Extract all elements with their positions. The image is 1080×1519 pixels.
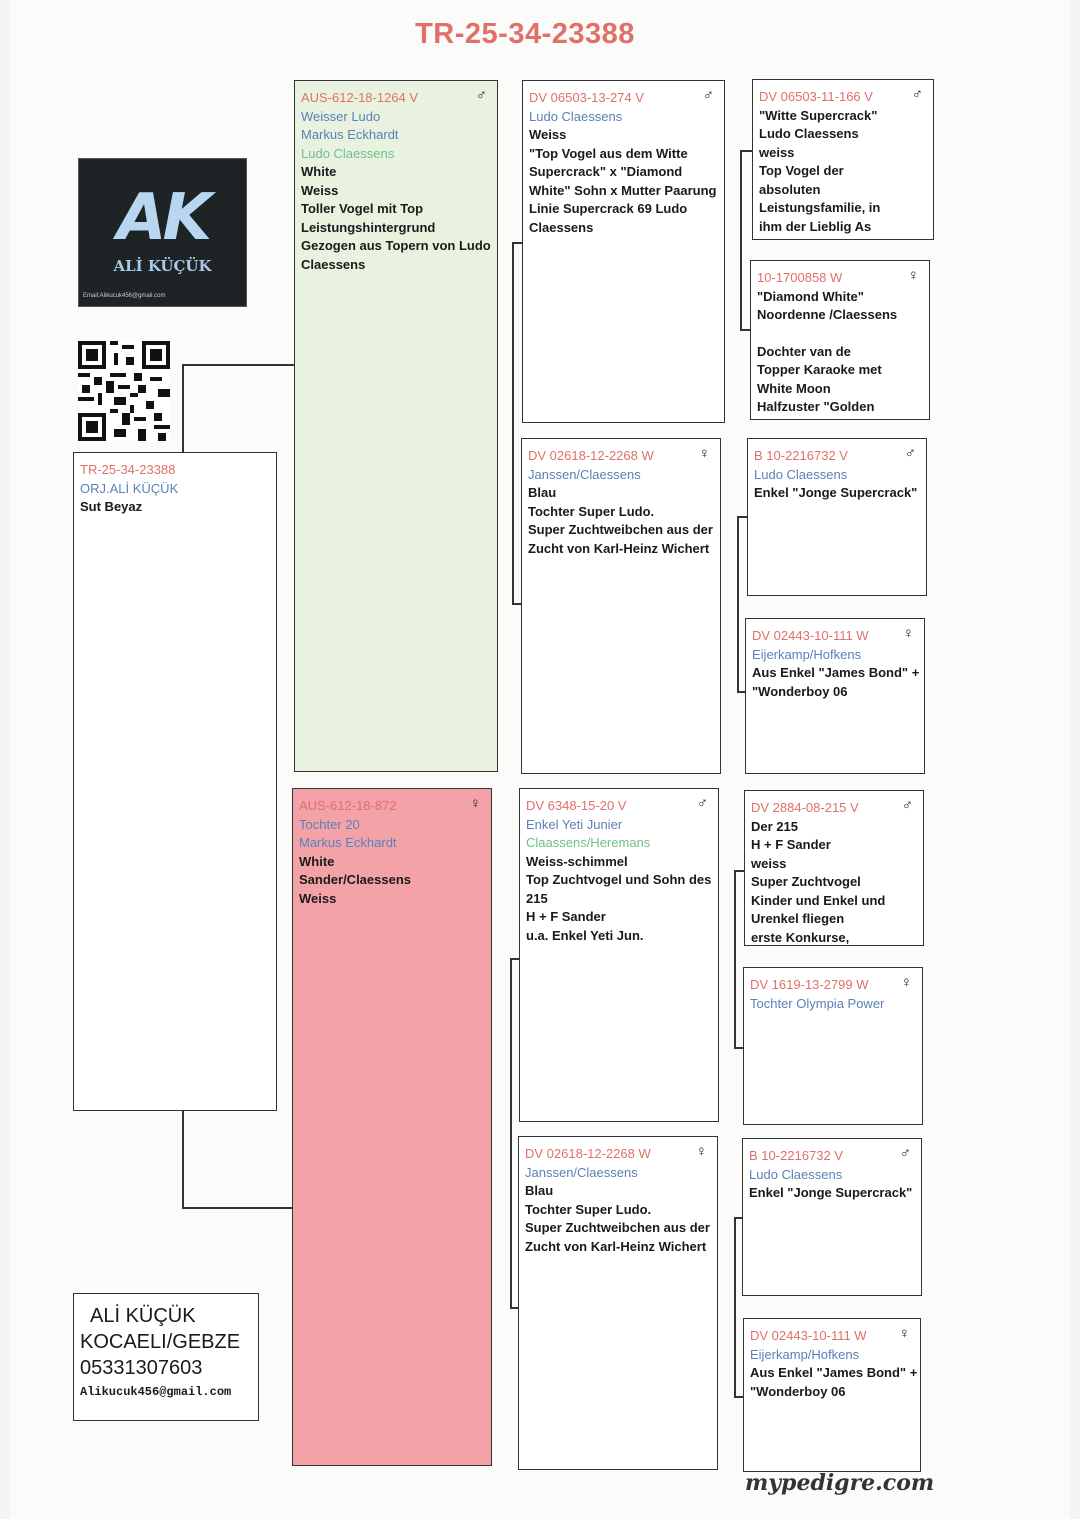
page-title: TR-25-34-23388 bbox=[415, 18, 635, 50]
fmf-line: Enkel "Jonge Supercrack" bbox=[754, 485, 918, 500]
fm-ring: DV 02618-12-2268 W bbox=[528, 448, 654, 463]
female-icon: ♀ bbox=[900, 974, 912, 991]
father-box bbox=[294, 80, 498, 772]
fff-line: Ludo Claessens bbox=[759, 126, 859, 141]
subject-box bbox=[73, 452, 277, 1111]
ff-line: White" Sohn x Mutter Paarung bbox=[529, 182, 717, 198]
mother-line: Weiss bbox=[299, 890, 337, 906]
fff-line: Top Vogel der bbox=[759, 163, 844, 178]
mmm-box bbox=[743, 1318, 921, 1472]
contact-phone: 05331307603 bbox=[80, 1357, 203, 1379]
father-line: Markus Eckhardt bbox=[301, 127, 399, 142]
fm-line: Super Zuchtweibchen aus der bbox=[528, 522, 713, 537]
mmf-ring: B 10-2216732 V bbox=[749, 1148, 843, 1163]
father-line: Ludo Claessens bbox=[301, 145, 395, 161]
mf-box bbox=[519, 788, 719, 1122]
fm-line: Janssen/Claessens bbox=[528, 466, 641, 482]
mff-line: Urenkel fliegen bbox=[751, 911, 845, 926]
ffm-line: "Diamond White" bbox=[757, 288, 864, 304]
fmm-ring: DV 02443-10-111 W bbox=[752, 628, 869, 643]
father-line: Toller Vogel mit Top bbox=[301, 201, 424, 216]
fmm-line: Eijerkamp/Hofkens bbox=[752, 646, 862, 662]
mff-line: H + F Sander bbox=[751, 837, 831, 852]
mother-line: White bbox=[299, 853, 335, 869]
ff-box bbox=[522, 80, 725, 423]
contact-city: KOCAELI/GEBZE bbox=[80, 1331, 241, 1353]
father-line: Weisser Ludo bbox=[301, 108, 381, 124]
logo-name: ALİ KÜÇÜK bbox=[113, 257, 212, 275]
fff-box bbox=[752, 79, 934, 240]
contact-box bbox=[73, 1293, 259, 1421]
footer-brand: mypedigre.com bbox=[745, 1470, 935, 1496]
mf-line: u.a. Enkel Yeti Jun. bbox=[526, 927, 644, 943]
logo-email: Email:Alikucuk456@gmail.com bbox=[83, 293, 166, 299]
father-ring: AUS-612-18-1264 V bbox=[301, 90, 419, 105]
ffm-ring: 10-1700858 W bbox=[757, 270, 843, 285]
mother-line: Sander/Claessens bbox=[299, 872, 412, 887]
fff-line: Leistungsfamilie, in bbox=[759, 200, 881, 215]
ff-line: Supercrack" x "Diamond bbox=[529, 164, 683, 179]
female-icon: ♀ bbox=[902, 625, 914, 642]
mmf-box bbox=[742, 1138, 922, 1296]
male-icon: ♂ bbox=[911, 86, 923, 103]
fm-line: Zucht von Karl-Heinz Wichert bbox=[528, 540, 710, 556]
mm-line: Super Zuchtweibchen aus der bbox=[525, 1220, 710, 1235]
father-line: White bbox=[301, 164, 337, 179]
mmm-line: Aus Enkel "James Bond" + bbox=[750, 1365, 918, 1380]
mf-line: Claassens/Heremans bbox=[526, 835, 651, 850]
mm-ring: DV 02618-12-2268 W bbox=[525, 1146, 651, 1161]
mf-line: H + F Sander bbox=[526, 909, 606, 924]
fm-box bbox=[521, 438, 721, 774]
male-icon: ♂ bbox=[901, 797, 913, 814]
ff-line: Claessens bbox=[529, 219, 594, 235]
ffm-line: White Moon bbox=[757, 380, 831, 396]
fmf-box bbox=[747, 438, 927, 596]
ffm-line: Noordenne /Claessens bbox=[757, 307, 898, 322]
mff-line: weiss bbox=[751, 855, 787, 871]
mmf-line: Enkel "Jonge Supercrack" bbox=[749, 1185, 913, 1200]
fmf-line: Ludo Claessens bbox=[754, 466, 848, 482]
mother-line: Markus Eckhardt bbox=[299, 835, 397, 850]
female-icon: ♀ bbox=[698, 445, 710, 462]
fff-line: "Witte Supercrack" bbox=[759, 107, 878, 123]
mm-line: Janssen/Claessens bbox=[525, 1164, 638, 1180]
logo bbox=[78, 158, 247, 307]
logo-mark: AK bbox=[116, 181, 209, 255]
fff-line: weiss bbox=[759, 144, 795, 160]
male-icon: ♂ bbox=[904, 445, 916, 462]
father-line: Gezogen aus Topern von Ludo bbox=[301, 238, 491, 253]
fff-line: absoluten bbox=[759, 181, 821, 197]
subject-breeder: ORJ.ALİ KÜÇÜK bbox=[80, 480, 179, 496]
mff-line: Super Zuchtvogel bbox=[751, 874, 861, 889]
qr-code-icon bbox=[78, 340, 170, 442]
mfm-line: Tochter Olympia Power bbox=[750, 995, 885, 1011]
mff-line: Der 215 bbox=[751, 818, 798, 834]
subject-ring: TR-25-34-23388 bbox=[80, 462, 176, 477]
father-line: Weiss bbox=[301, 182, 339, 198]
fm-line: Tochter Super Ludo. bbox=[528, 503, 655, 519]
female-icon: ♀ bbox=[898, 1325, 910, 1342]
contact-email: Alikucuk456@gmail.com bbox=[80, 1385, 232, 1399]
mother-ring: AUS-612-18-872 bbox=[299, 798, 397, 813]
ffm-box bbox=[750, 260, 930, 420]
mff-ring: DV 2884-08-215 V bbox=[751, 800, 859, 815]
mmf-line: Ludo Claessens bbox=[749, 1166, 843, 1182]
mm-line: Blau bbox=[525, 1183, 554, 1198]
fm-line: Blau bbox=[528, 485, 557, 500]
mmm-line: Eijerkamp/Hofkens bbox=[750, 1346, 860, 1362]
female-icon: ♀ bbox=[695, 1143, 707, 1160]
fmf-ring: B 10-2216732 V bbox=[754, 448, 848, 463]
mff-box bbox=[744, 790, 924, 946]
ff-line: "Top Vogel aus dem Witte bbox=[529, 145, 688, 161]
father-line: Claessens bbox=[301, 256, 366, 272]
male-icon: ♂ bbox=[702, 87, 714, 104]
male-icon: ♂ bbox=[899, 1145, 911, 1162]
female-icon: ♀ bbox=[469, 795, 481, 812]
fff-ring: DV 06503-11-166 V bbox=[759, 89, 873, 104]
mother-line: Tochter 20 bbox=[299, 816, 360, 832]
father-line: Leistungshintergrund bbox=[301, 219, 436, 235]
mother-box bbox=[292, 788, 492, 1466]
mf-line: 215 bbox=[526, 890, 548, 906]
mff-line: erste Konkurse, bbox=[751, 929, 850, 945]
fff-line: ihm der Lieblig As bbox=[759, 218, 872, 234]
mm-box bbox=[518, 1136, 718, 1470]
contact-name: ALİ KÜÇÜK bbox=[90, 1305, 196, 1327]
fmm-box bbox=[745, 618, 925, 774]
ff-ring: DV 06503-13-274 V bbox=[529, 90, 644, 105]
ffm-line: Topper Karaoke met bbox=[757, 362, 882, 377]
mf-line: Top Zuchtvogel und Sohn des bbox=[526, 872, 712, 887]
ff-line: Weiss bbox=[529, 127, 567, 142]
mm-line: Zucht von Karl-Heinz Wichert bbox=[525, 1238, 707, 1254]
mfm-box bbox=[743, 967, 923, 1125]
mff-line: Kinder und Enkel und bbox=[751, 892, 886, 908]
mmm-line: "Wonderboy 06 bbox=[750, 1383, 846, 1399]
ff-line: Linie Supercrack 69 Ludo bbox=[529, 201, 688, 216]
mmm-ring: DV 02443-10-111 W bbox=[750, 1328, 867, 1343]
ff-line: Ludo Claessens bbox=[529, 108, 623, 124]
subject-color: Sut Beyaz bbox=[80, 499, 143, 514]
mm-line: Tochter Super Ludo. bbox=[525, 1201, 652, 1217]
fmm-line: Aus Enkel "James Bond" + bbox=[752, 665, 920, 680]
mf-line: Weiss-schimmel bbox=[526, 853, 628, 869]
female-icon: ♀ bbox=[907, 267, 919, 284]
mf-ring: DV 6348-15-20 V bbox=[526, 798, 627, 813]
ffm-line: Dochter van de bbox=[757, 343, 851, 359]
fmm-line: "Wonderboy 06 bbox=[752, 683, 848, 699]
male-icon: ♂ bbox=[696, 795, 708, 812]
mfm-ring: DV 1619-13-2799 W bbox=[750, 977, 869, 992]
mf-line: Enkel Yeti Junier bbox=[526, 816, 623, 832]
ffm-line: Halfzuster "Golden bbox=[757, 399, 875, 414]
male-icon: ♂ bbox=[475, 87, 487, 104]
